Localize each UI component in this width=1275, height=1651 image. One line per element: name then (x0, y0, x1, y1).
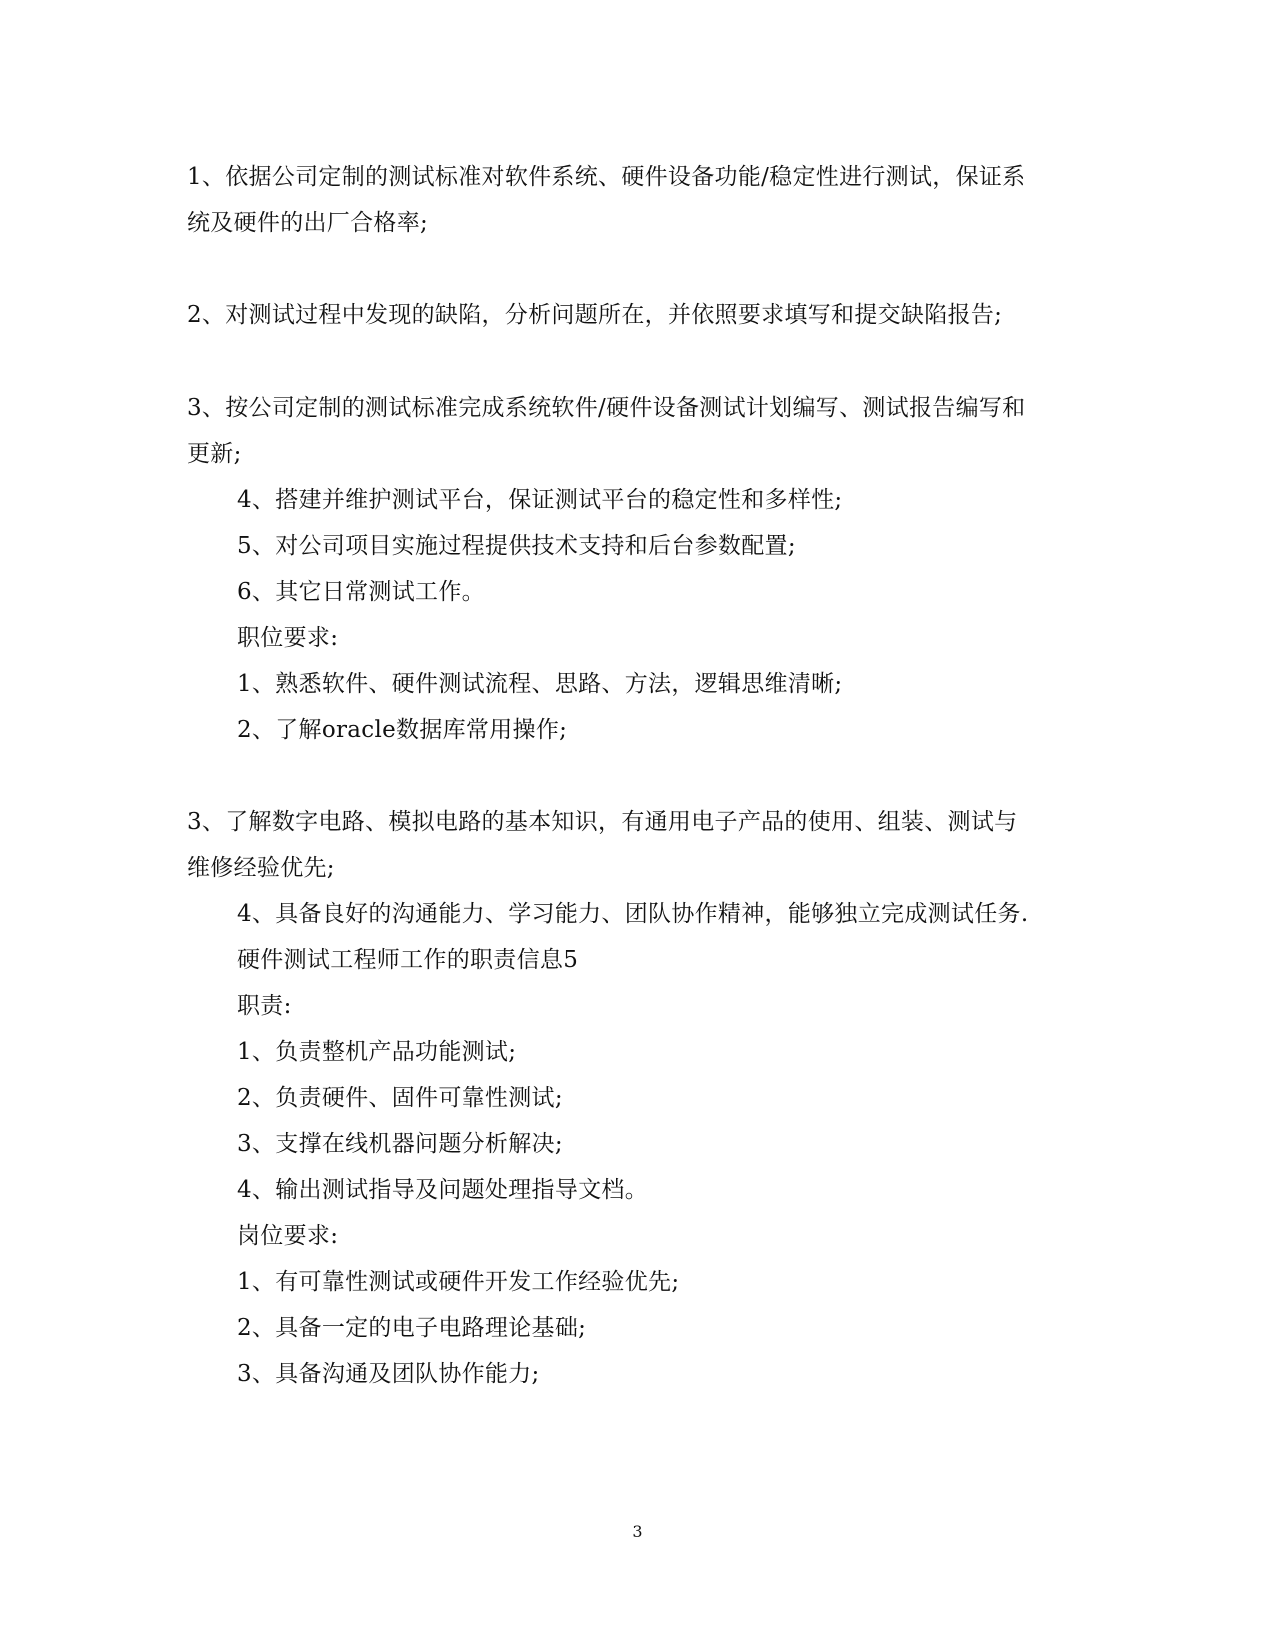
text-line: 3、具备沟通及团队协作能力; (237, 1361, 540, 1387)
text-line: 6、其它日常测试工作。 (237, 579, 485, 605)
text-line: 5、对公司项目实施过程提供技术支持和后台参数配置; (237, 533, 796, 559)
text-line: 1、有可靠性测试或硬件开发工作经验优先; (237, 1269, 680, 1295)
text-line: 1、依据公司定制的测试标准对软件系统、硬件设备功能/稳定性进行测试，保证系 (187, 164, 1026, 190)
text-line: 维修经验优先; (187, 855, 335, 881)
section-heading: 职责: (237, 993, 292, 1019)
text-line: 2、具备一定的电子电路理论基础; (237, 1315, 587, 1341)
text-line: 3、支撑在线机器问题分析解决; (237, 1131, 563, 1157)
text-line: 2、了解oracle数据库常用操作; (237, 717, 568, 743)
section-heading: 硬件测试工程师工作的职责信息5 (237, 947, 579, 973)
text-line: 4、具备良好的沟通能力、学习能力、团队协作精神，能够独立完成测试任务. (237, 901, 1029, 927)
text-line: 4、搭建并维护测试平台，保证测试平台的稳定性和多样性; (237, 487, 843, 513)
section-heading: 岗位要求: (237, 1223, 339, 1249)
text-line: 更新; (187, 441, 242, 467)
page-number: 3 (632, 1522, 643, 1541)
text-line: 1、熟悉软件、硬件测试流程、思路、方法，逻辑思维清晰; (237, 671, 843, 697)
text-line: 3、按公司定制的测试标准完成系统软件/硬件设备测试计划编写、测试报告编写和 (187, 395, 1026, 421)
text-line: 统及硬件的出厂合格率; (187, 210, 429, 236)
text-line: 2、负责硬件、固件可靠性测试; (237, 1085, 563, 1111)
text-line: 3、了解数字电路、模拟电路的基本知识，有通用电子产品的使用、组装、测试与 (187, 809, 1018, 835)
text-line: 1、负责整机产品功能测试; (237, 1039, 517, 1065)
section-heading: 职位要求: (237, 625, 339, 651)
text-line: 4、输出测试指导及问题处理指导文档。 (237, 1177, 649, 1203)
text-line: 2、对测试过程中发现的缺陷，分析问题所在，并依照要求填写和提交缺陷报告; (187, 302, 1003, 328)
